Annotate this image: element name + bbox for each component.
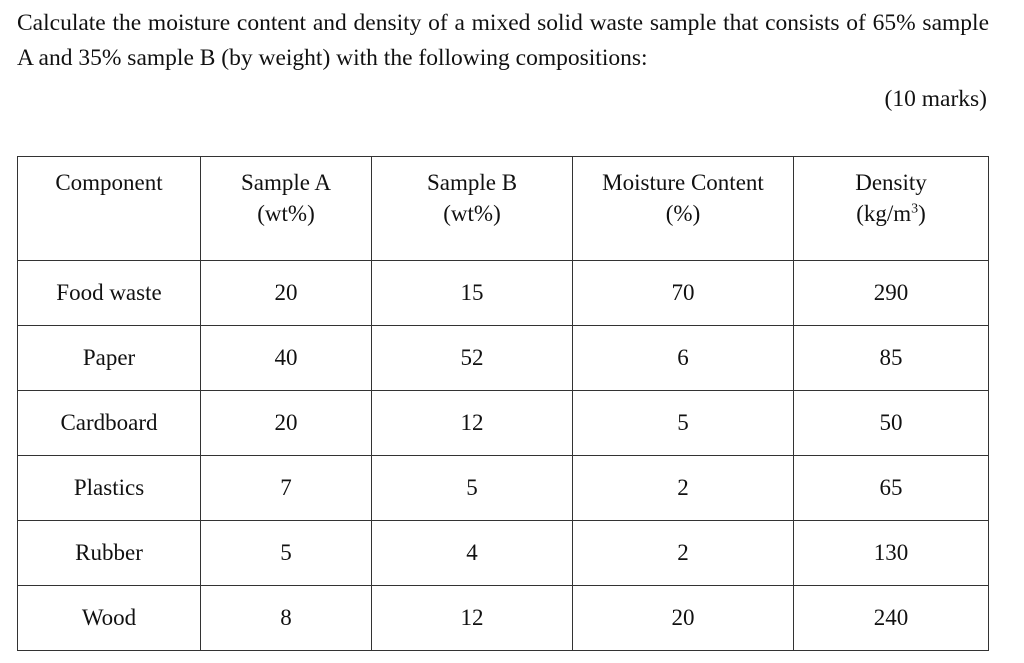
cell-moisture: 6 [573,326,794,391]
header-density: Density $(kg/m^3)$ [794,157,989,261]
cell-moisture: 70 [573,261,794,326]
cell-density: 290 [794,261,989,326]
cell-sample-a: 5 [201,521,372,586]
header-moisture-content: Moisture Content (%) [573,157,794,261]
cell-sample-b: 5 [372,456,573,521]
header-row [18,157,989,261]
cell-moisture: 5 [573,391,794,456]
cell-sample-b: 12 [372,586,573,651]
cell-density: 50 [794,391,989,456]
cell-sample-b: 52 [372,326,573,391]
cell-component: Wood [18,586,201,651]
cell-sample-b: 4 [372,521,573,586]
composition-table [17,156,989,651]
cell-component: Paper [18,326,201,391]
cell-component: Plastics [18,456,201,521]
cell-moisture: 20 [573,586,794,651]
cell-component: Food waste [18,261,201,326]
cell-density: 65 [794,456,989,521]
header-sample-a: Sample A (wt%) [201,157,372,261]
cell-component: Rubber [18,521,201,586]
cell-sample-a: 7 [201,456,372,521]
table-row [18,261,989,326]
cell-moisture: 2 [573,456,794,521]
table-row [18,456,989,521]
cell-density: 240 [794,586,989,651]
cell-sample-a: 20 [201,261,372,326]
cell-sample-b: 12 [372,391,573,456]
header-sample-b: Sample B (wt%) [372,157,573,261]
cell-sample-a: 8 [201,586,372,651]
table-row [18,326,989,391]
header-component: Component [18,157,201,261]
cell-sample-a: 20 [201,391,372,456]
cell-moisture: 2 [573,521,794,586]
table-row [18,391,989,456]
table-row [18,521,989,586]
cell-density: 130 [794,521,989,586]
table-row [18,586,989,651]
cell-component: Cardboard [18,391,201,456]
cell-density: 85 [794,326,989,391]
question-text: Calculate the moisture content and density of a mixed solid waste sample that consists of 65% sample A and 35% sample B (by weight) with the following compositions: [17,10,989,71]
cell-sample-a: 40 [201,326,372,391]
cell-sample-b: 15 [372,261,573,326]
marks-label: (10 marks) [884,86,987,112]
